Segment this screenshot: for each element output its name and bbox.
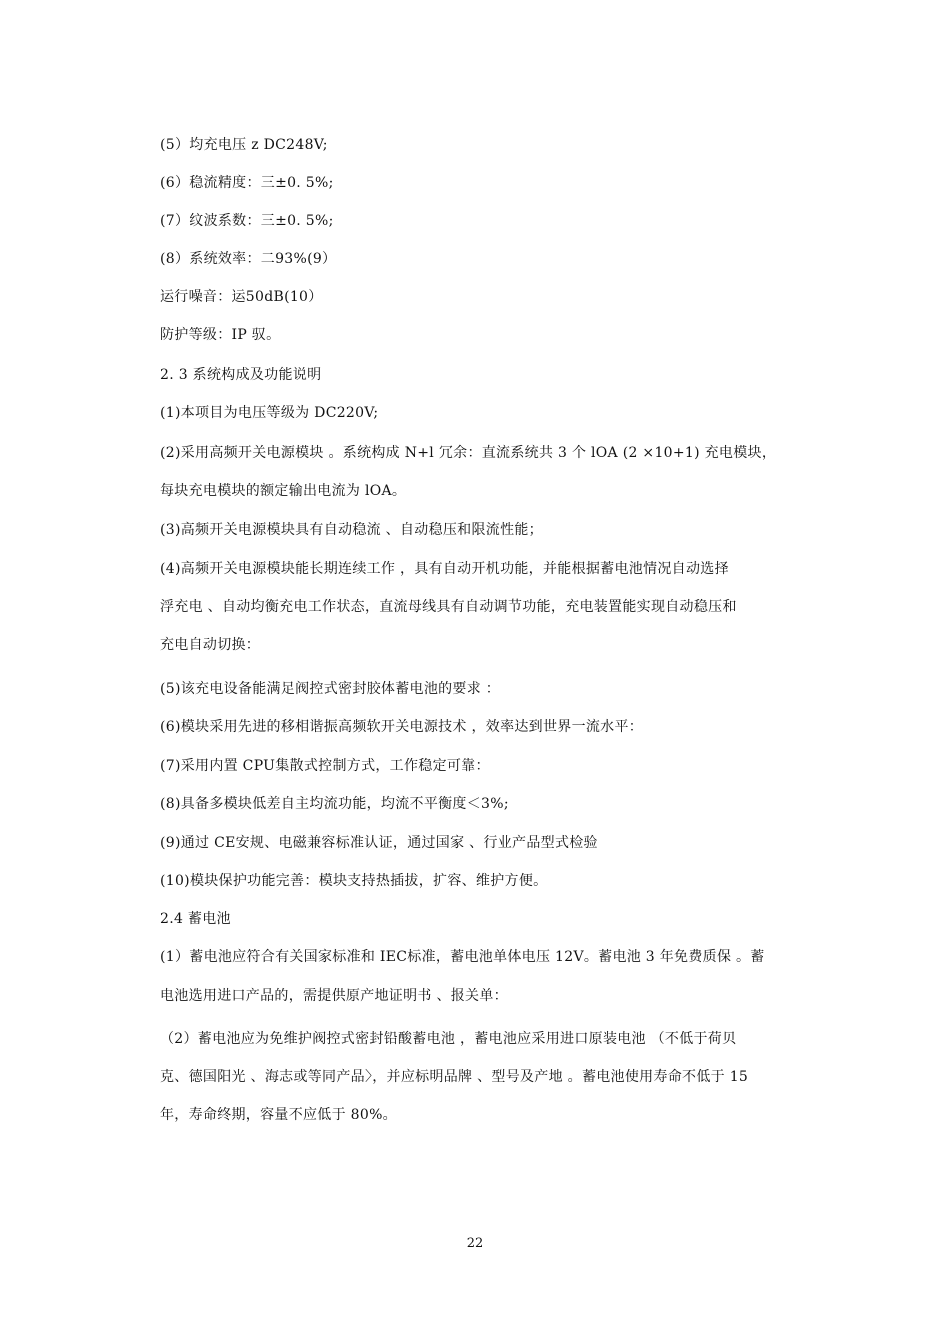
spec-line-8-efficiency: (8）系统效率：二93%(9） [160, 251, 337, 267]
item-6-soft-switching: (6)模块采用先进的移相谐振高频软开关电源技术 ，效率达到世界一流水平： [160, 719, 644, 735]
item-8-current-sharing: (8)具备多模块低差自主均流功能，均流不平衡度＜3%; [160, 796, 509, 812]
battery-item-1-line-1: (1）蓄电池应符合有关国家标准和 IEC标准，蓄电池单体电压 12V。蓄电池 3 年免费质保 。蓄 [160, 949, 765, 965]
item-4-line-1: (4)高频开关电源模块能长期连续工作 ，具有自动开机功能，并能根据蓄电池情况自动选择 [160, 561, 729, 577]
spec-line-7-ripple-factor: (7）纹波系数：三±0. 5%; [160, 213, 334, 229]
item-2-module-line-2: 每块充电模块的额定输出电流为 lOA。 [160, 483, 407, 499]
item-4-line-2: 浮充电 、自动均衡充电工作状态，直流母线具有自动调节功能，充电装置能实现自动稳压和 [160, 599, 737, 615]
item-4-line-3: 充电自动切换： [160, 637, 261, 653]
item-2-module-line-1: (2)采用高频开关电源模块 。系统构成 N+l 冗余：直流系统共 3 个 lOA (2 ×10+1) 充电模块， [160, 445, 777, 461]
spec-line-protection-grade: 防护等级：IP 驭。 [160, 327, 281, 343]
item-9-certification: (9)通过 CE安规、电磁兼容标准认证，通过国家 、行业产品型式检验 [160, 835, 598, 851]
item-1-voltage-level: (1)本项目为电压等级为 DC220V; [160, 405, 379, 421]
battery-item-2-line-1: （2）蓄电池应为免维护阀控式密封铅酸蓄电池 ，蓄电池应采用进口原装电池 （不低于荷贝 [160, 1031, 737, 1047]
section-heading-2-4: 2.4 蓄电池 [160, 911, 231, 927]
battery-item-1-line-2: 电池选用进口产品的，需提供原产地证明书 、报关单： [160, 988, 508, 1004]
battery-item-2-line-2: 克、德国阳光 、海志或等同产品〉，并应标明品牌 、型号及产地 。蓄电池使用寿命不低于 15 [160, 1069, 749, 1085]
item-7-cpu-control: (7)采用内置 CPU集散式控制方式，工作稳定可靠： [160, 758, 490, 774]
battery-item-2-line-3: 年，寿命终期，容量不应低于 80%。 [160, 1107, 397, 1123]
item-5-battery-requirement: (5)该充电设备能满足阀控式密封胶体蓄电池的要求 ： [160, 681, 501, 697]
spec-line-6-current-accuracy: (6）稳流精度：三±0. 5%; [160, 175, 334, 191]
page-number: 22 [466, 1236, 484, 1251]
spec-line-5-equalizing-voltage: (5）均充电压 z DC248V; [160, 137, 328, 153]
item-3-regulation: (3)高频开关电源模块具有自动稳流 、自动稳压和限流性能； [160, 522, 543, 538]
item-10-module-protection: (10)模块保护功能完善：模块支持热插拔，扩容、维护方便。 [160, 873, 548, 889]
spec-line-noise: 运行噪音：运50dB(10） [160, 289, 323, 305]
section-heading-2-3: 2. 3 系统构成及功能说明 [160, 367, 322, 383]
